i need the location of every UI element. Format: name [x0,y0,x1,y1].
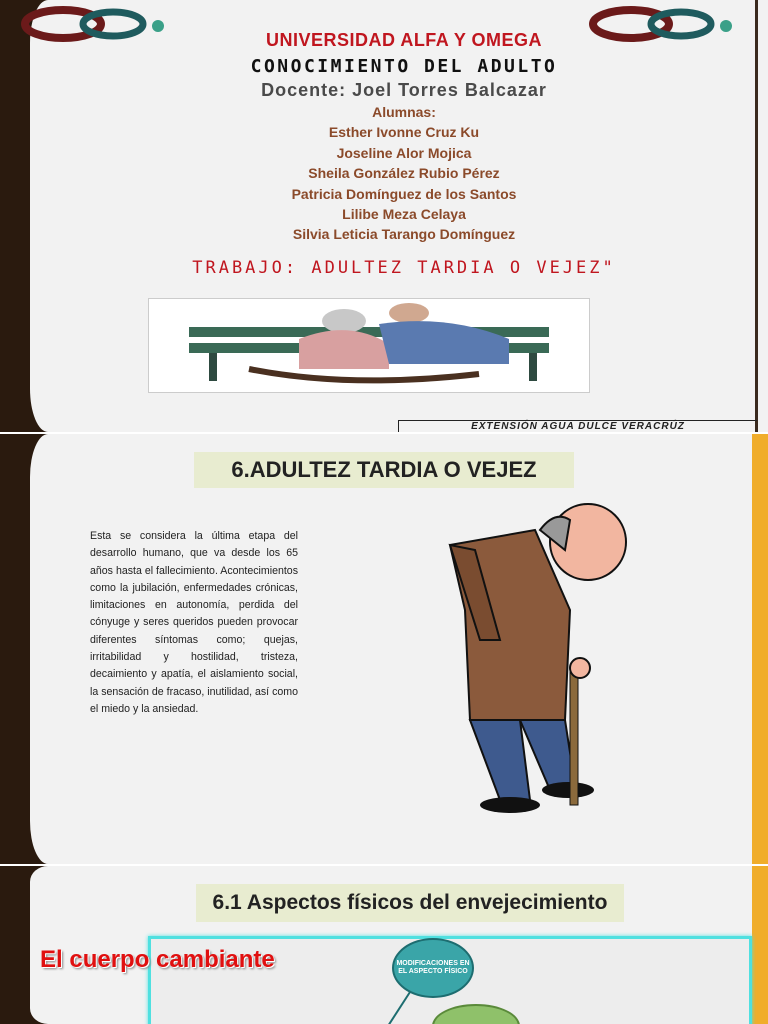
university-name: UNIVERSIDAD ALFA Y OMEGA [265,30,543,50]
student-name: Sheila González Rubio Pérez [308,165,500,181]
left-border-wave [30,0,60,432]
student-name: Joseline Alor Mojica [336,145,472,161]
slide-subtitle: El cuerpo cambiante [40,946,275,973]
slide-body-text: Esta se considera la última etapa del desarrollo humano, que va desde los 65 años hasta el fallecimiento. Acontecimientos como la jubilación, enfermedades crónicas, limitaciones en autonomía, perdida del cónyuge y seres queridos pueden provocar diferentes síntomas como; quejas, irritabilidad y hostilidad, tristeza, decaimiento y apatía, el aislamiento social, la sensación de fracaso, inutilidad, así como el miedo y la ansiedad. [90,530,298,715]
diagram-bubble-label: MODIFICACIONES EN EL ASPECTO FÍSICO [396,960,470,975]
student-name: Lilibe Meza Celaya [342,206,466,222]
right-border [755,0,758,432]
elderly-couple-bench-image [148,298,590,393]
adultez-tardia-slide [0,434,768,864]
left-border-wave [30,434,60,864]
teacher-name: Docente: Joel Torres Balcazar [261,80,547,100]
work-title: TRABAJO: ADULTEZ TARDIA O VEJEZ" [192,258,616,278]
slide-title: 6.1 Aspectos físicos del envejecimiento [196,884,624,922]
aspectos-fisicos-slide [0,866,768,1024]
student-name: Patricia Domínguez de los Santos [291,186,517,202]
course-name: CONOCIMIENTO DEL ADULTO [250,56,558,77]
elderly-man-cane-image [440,490,640,820]
student-name: Silvia Leticia Tarango Domínguez [292,226,516,242]
left-border-wave [30,866,60,1024]
title-slide [0,0,768,432]
diagram-bubble [392,938,474,998]
students-label: Alumnas: [372,104,436,120]
student-name: Esther Ivonne Cruz Ku [328,124,480,140]
right-accent-bar [752,434,768,864]
campus-extension: EXTENSIÓN AGUA DULCE VERACRÚZ [398,420,757,432]
slide-title: 6.ADULTEZ TARDIA O VEJEZ [194,452,574,488]
right-accent-bar [752,866,768,1024]
